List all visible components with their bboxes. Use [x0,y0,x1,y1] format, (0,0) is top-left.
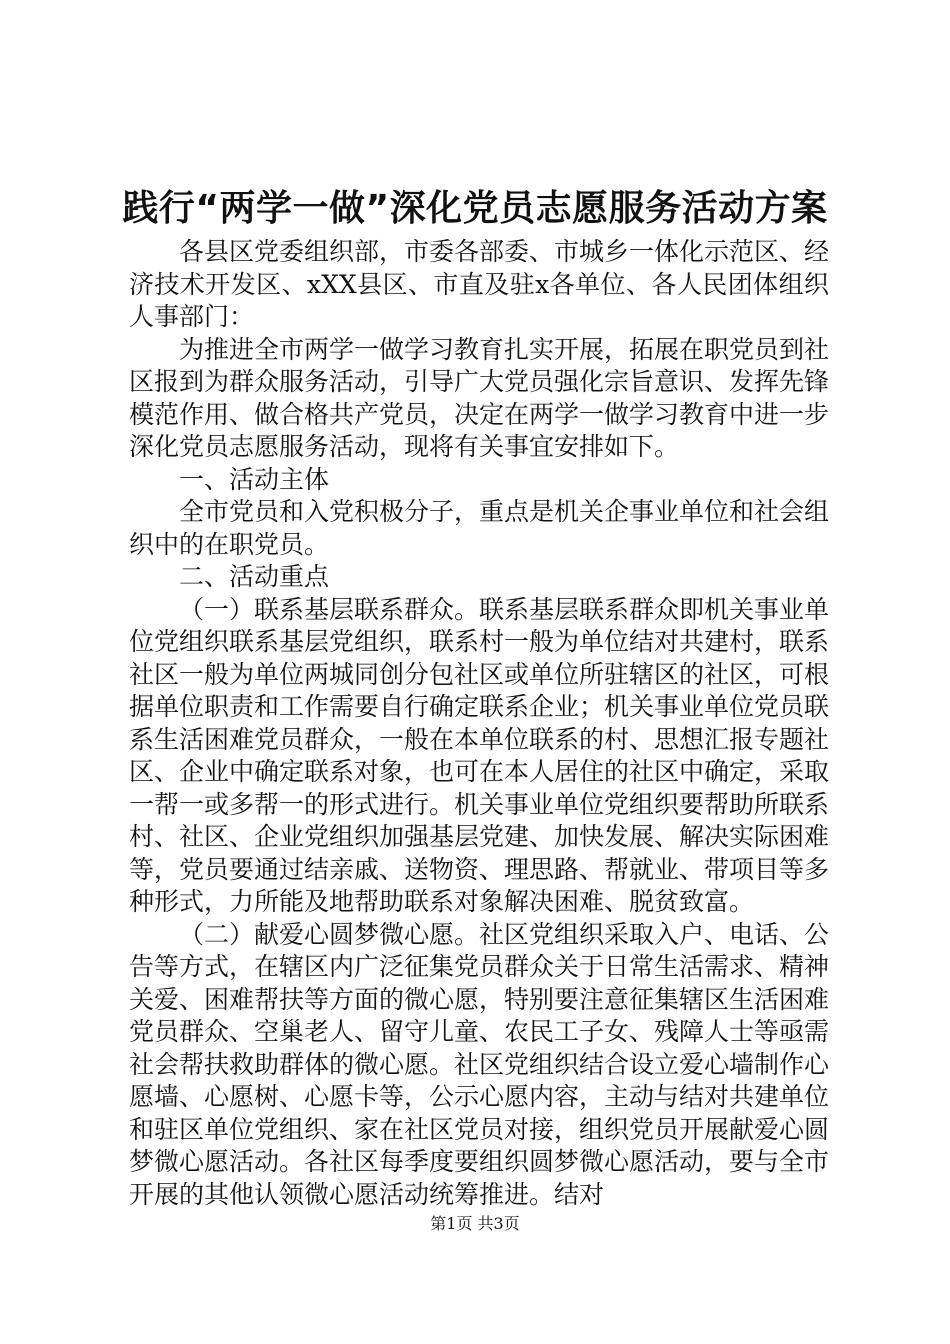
addressee-paragraph: 各县区党委组织部，市委各部委、市城乡一体化示范区、经济技术开发区、xXX县区、市直及驻x各单位、各人民团体组织人事部门： [129,237,830,331]
section-heading-subject: 一、活动主体 [179,464,330,494]
focus-item-1-paragraph: （一）联系基层联系群众。联系基层联系群众即机关事业单位党组织联系基层党组织，联系村一般为单位结对共建村，联系社区一般为单位两城同创分包社区或单位所驻辖区的社区，可根据单位职责和工作需要自行确定联系企业；机关事业单位党员联系生活困难党员群众，一般在本单位联系的村、思想汇报专题社区、企业中确定联系对象，也可在本人居住的社区中确定，采取一帮一或多帮一的形式进行。机关事业单位党组织要帮助所联系村、社区、企业党组织加强基层党建、加快发展、解决实际困难等，党员要通过结亲戚、送物资、理思路、帮就业、带项目等多种形式，力所能及地帮助联系对象解决困难、脱贫致富。 [129,594,830,916]
focus-item-2-paragraph: （二）献爱心圆梦微心愿。社区党组织采取入户、电话、公告等方式，在辖区内广泛征集党员群众关于日常生活需求、精神关爱、困难帮扶等方面的微心愿，特别要注意征集辖区生活困难党员群众、空巢老人、留守儿童、农民工子女、残障人士等亟需社会帮扶救助群体的微心愿。社区党组织结合设立爱心墙制作心愿墙、心愿树、心愿卡等，公示心愿内容，主动与结对共建单位和驻区单位党组织、家在社区党员对接，组织党员开展献爱心圆梦微心愿活动。各社区每季度要组织圆梦微心愿活动，要与全市开展的其他认领微心愿活动统筹推进。结对 [129,919,830,1209]
page-number-footer: 第1页 共3页 [430,1214,520,1233]
document-title: 践行“两学一做”深化党员志愿服务活动方案 [122,188,828,229]
subject-paragraph: 全市党员和入党积极分子，重点是机关企事业单位和社会组织中的在职党员。 [129,497,830,559]
section-heading-focus: 二、活动重点 [179,562,330,591]
intro-paragraph: 为推进全市两学一做学习教育扎实开展，拓展在职党员到社区报到为群众服务活动，引导广大党员强化宗旨意识、发挥先锋模范作用、做合格共产党员，决定在两学一做学习教育中进一步深化党员志愿服务活动，现将有关事宜安排如下。 [129,334,830,461]
document-body [129,236,829,1211]
